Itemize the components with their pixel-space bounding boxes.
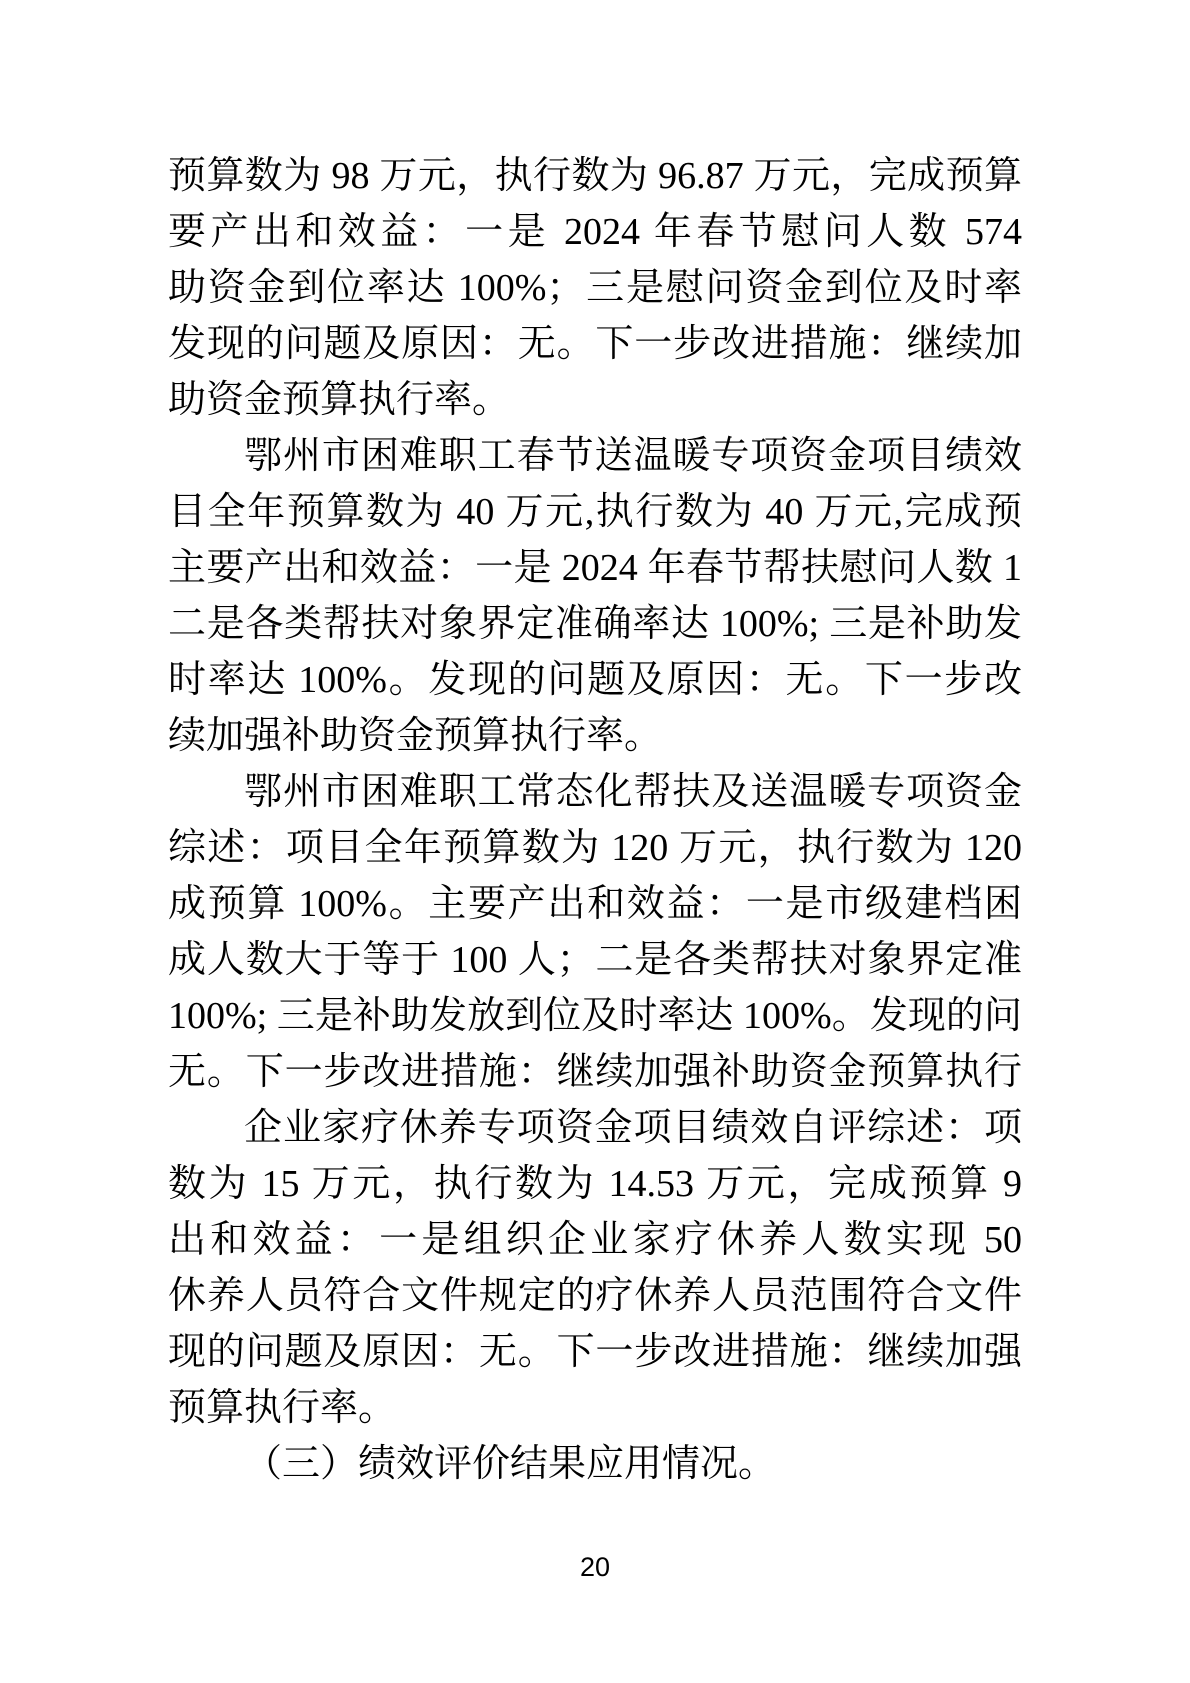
text-line: 出和效益：一是组织企业家疗休养人数实现 50 [168, 1219, 1022, 1261]
text-line: 成预算 100%。主要产出和效益：一是市级建档困 [168, 883, 1022, 925]
text-line: 现的问题及原因：无。下一步改进措施：继续加强 [168, 1331, 1022, 1373]
text-line: 数为 15 万元，执行数为 14.53 万元，完成预算 9 [168, 1163, 1022, 1205]
text-line: 鄂州市困难职工春节送温暖专项资金项目绩效 [244, 435, 1022, 477]
text-line: 休养人员符合文件规定的疗休养人员范围符合文件 [168, 1275, 1022, 1317]
text-line: 续加强补助资金预算执行率。 [168, 715, 663, 757]
paragraphs-container [168, 148, 1022, 1436]
text-line: 成人数大于等于 100 人；二是各类帮扶对象界定准 [168, 939, 1022, 981]
text-line: 助资金预算执行率。 [168, 379, 511, 421]
section-heading: （三）绩效评价结果应用情况。 [244, 1443, 777, 1485]
text-line: 发现的问题及原因：无。下一步改进措施：继续加 [168, 323, 1022, 365]
document-body [168, 148, 1022, 1492]
text-line: 助资金到位率达 100%；三是慰问资金到位及时率 [168, 267, 1022, 309]
text-line: 鄂州市困难职工常态化帮扶及送温暖专项资金 [244, 771, 1022, 813]
page-number: 20 [579, 1552, 611, 1582]
paragraph [168, 764, 1022, 1100]
text-line: 无。下一步改进措施：继续加强补助资金预算执行 [168, 1051, 1022, 1093]
paragraph [168, 428, 1022, 764]
text-line: 综述：项目全年预算数为 120 万元，执行数为 120 [168, 827, 1022, 869]
text-line: 主要产出和效益：一是 2024 年春节帮扶慰问人数 1 [168, 547, 1022, 589]
text-line: 100%; 三是补助发放到位及时率达 100%。发现的问 [168, 995, 1022, 1037]
text-line: 时率达 100%。发现的问题及原因：无。下一步改 [168, 659, 1022, 701]
paragraph [168, 1100, 1022, 1436]
paragraph [168, 148, 1022, 428]
text-line: 要产出和效益：一是 2024 年春节慰问人数 574 [168, 211, 1022, 253]
text-line: 企业家疗休养专项资金项目绩效自评综述：项 [244, 1107, 1022, 1149]
text-line: 预算执行率。 [168, 1387, 397, 1429]
text-line: 预算数为 98 万元，执行数为 96.87 万元，完成预算 [168, 155, 1022, 197]
text-line: 二是各类帮扶对象界定准确率达 100%; 三是补助发 [168, 603, 1022, 645]
page-footer [0, 1552, 1190, 1583]
text-line: 目全年预算数为 40 万元,执行数为 40 万元,完成预 [168, 491, 1022, 533]
